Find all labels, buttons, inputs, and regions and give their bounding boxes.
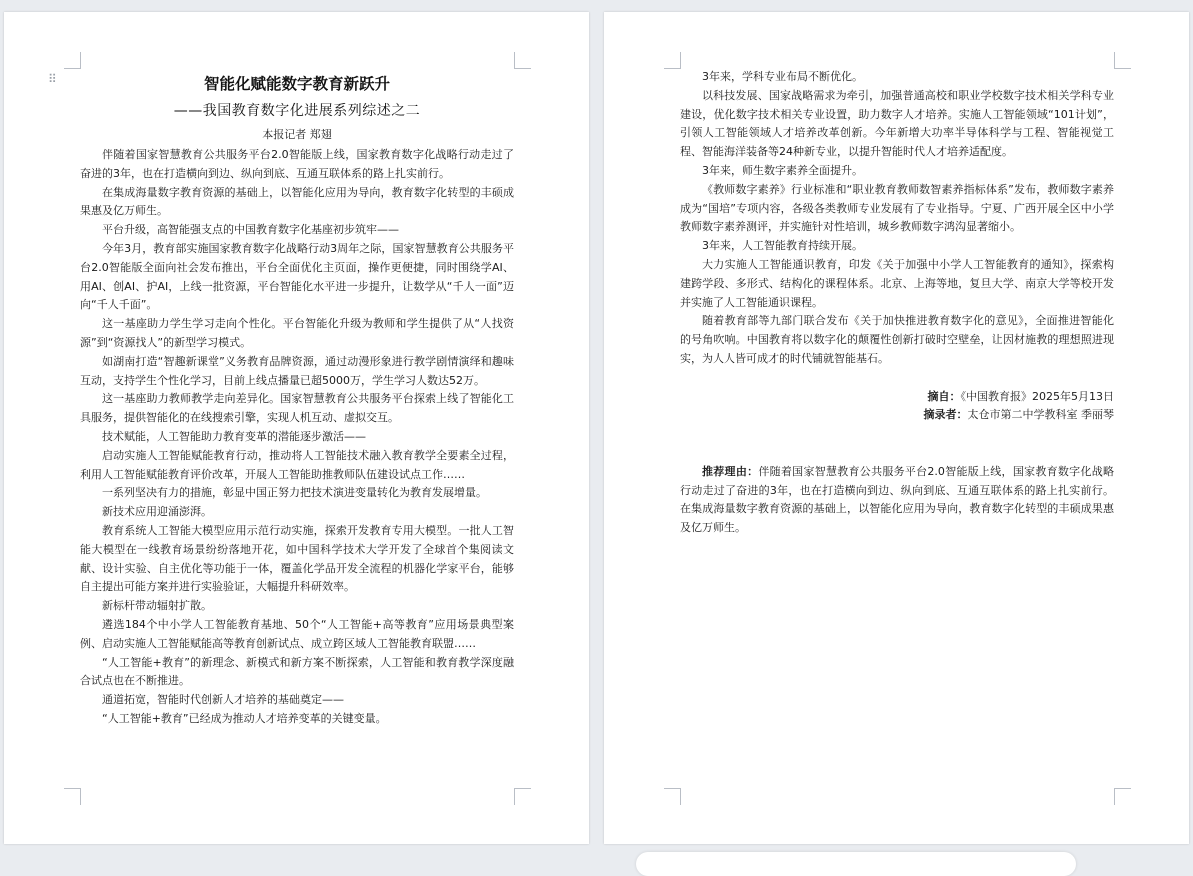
paragraph[interactable]: 大力实施人工智能通识教育，印发《关于加强中小学人工智能教育的通知》，探索构建跨学段、多形式、结构化的课程体系。北京、上海等地，复旦大学、南京大学等校开发并实施了人工智能通识课程。 <box>680 257 1114 309</box>
margin-corner-bottom-right <box>1114 788 1131 805</box>
paragraph[interactable]: 平台升级，高智能强支点的中国教育数字化基座初步筑牢—— <box>102 223 399 237</box>
excerptor[interactable] <box>680 406 1114 425</box>
bottom-status-pill[interactable] <box>636 852 1076 876</box>
paragraph[interactable]: 技术赋能，人工智能助力教育变革的潜能逐步激活—— <box>102 429 366 443</box>
paragraph[interactable]: 今年3月，教育部实施国家教育数字化战略行动3周年之际，国家智慧教育公共服务平台2.0智能版全面向社会发布推出，平台全面优化主页面，操作更便捷，同时围绕学AI、用AI、创AI、护AI，上线一批资源，平台智能化水平进一步提升，让数学从“千人一面”迈向“千人千面”。 <box>80 241 514 312</box>
paragraph[interactable]: 遴选184个中小学人工智能教育基地、50个“人工智能+高等教育”应用场景典型案例、启动实施人工智能赋能高等教育创新试点、成立跨区域人工智能教育联盟…… <box>80 617 514 650</box>
paragraph[interactable]: 随着教育部等九部门联合发布《关于加快推进教育数字化的意见》，全面推进智能化的号角吹响。中国教育将以数字化的颠覆性创新打破时空壁垒，让因材施教的理想照进现实，为人人皆可成才的时代铺就智能基石。 <box>680 314 1114 365</box>
margin-corner-top-right <box>1114 52 1131 69</box>
excerpt-label: 摘自： <box>927 389 961 403</box>
paragraph[interactable]: “人工智能+教育”已经成为推动人才培养变革的关键变量。 <box>102 711 387 725</box>
excerpt-value: 《中国教育报》2025年5月13日 <box>960 389 1114 403</box>
paragraph[interactable]: 如湖南打造“智趣新课堂”义务教育品牌资源，通过动漫形象进行教学剧情演绎和趣味互动，支持学生个性化学习，目前上线点播量已超5000万，学生学习人数达52万。 <box>80 354 514 387</box>
paragraph[interactable]: 新标杆带动辐射扩散。 <box>102 599 212 613</box>
paragraph[interactable]: 3年来，师生数字素养全面提升。 <box>702 163 863 177</box>
paragraph[interactable]: 教育系统人工智能大模型应用示范行动实施，探索开发教育专用大模型。一批人工智能大模型在一线教育场景纷纷落地开花，如中国科学技术大学开发了全球首个集阅读文献、设计实验、自主优化等功能于一体，覆盖化学品开发全流程的机器化学家平台，能够自主提出可能方案并进行实验验证，大幅提升科研效率。 <box>80 523 514 594</box>
paragraph[interactable]: 《教师数字素养》行业标准和“职业教育教师数智素养指标体系”发布，教师数字素养成为“国培”专项内容，各级各类教师专业发展有了专业指导。宁夏、广西开展全区中小学教师数字素养测评，并实施针对性培训，城乡教师数字鸿沟显著缩小。 <box>680 182 1114 234</box>
paragraph[interactable]: 3年来，人工智能教育持续开展。 <box>702 239 863 253</box>
margin-corner-bottom-left <box>64 788 81 805</box>
document-page-2 <box>604 12 1189 844</box>
paragraph[interactable]: 新技术应用迎涌澎湃。 <box>102 505 212 519</box>
byline[interactable]: 本报记者 郑翅 <box>262 128 332 141</box>
excerpt-source[interactable] <box>680 388 1114 407</box>
document-title[interactable]: 智能化赋能数字教育新跃升 <box>203 75 390 93</box>
paragraph[interactable]: 3年来，学科专业布局不断优化。 <box>702 70 863 83</box>
paragraph[interactable]: 启动实施人工智能赋能教育行动，推动将人工智能技术融入教育教学全要素全过程，利用人工智能赋能教育评价改革，开展人工智能助推教师队伍建设试点工作…… <box>80 448 514 481</box>
paragraph[interactable]: 这一基座助力教师教学走向差异化。国家智慧教育公共服务平台探索上线了智能化工具服务，提供智能化的在线搜索引擎，实现人机互动、虚拟交互。 <box>80 392 514 425</box>
document-page-1 <box>4 12 589 844</box>
page2-text[interactable] <box>680 68 1114 538</box>
margin-corner-bottom-right <box>514 788 531 805</box>
page1-body[interactable] <box>80 146 514 729</box>
margin-corner-top-left <box>664 52 681 69</box>
paragraph[interactable]: 在集成海量数字教育资源的基础上，以智能化应用为导向，教育数字化转型的丰硕成果惠及亿万师生。 <box>80 185 514 218</box>
margin-corner-top-left <box>64 52 81 69</box>
recommend-label: 推荐理由： <box>702 464 759 478</box>
paragraph[interactable]: 通道拓宽，智能时代创新人才培养的基础奠定—— <box>102 693 344 707</box>
recommend-value: 伴随着国家智慧教育公共服务平台2.0智能版上线，国家教育数字化战略行动走过了奋进的3年，也在打造横向到边、纵向到底、互通互联体系的路上扎实前行。在集成海量数字教育资源的基础上，以智能化应用为导向，教育数字化转型的丰硕成果惠及亿万师生。 <box>680 464 1114 535</box>
margin-corner-bottom-left <box>664 788 681 805</box>
paragraph[interactable]: 一系列坚决有力的措施，彰显中国正努力把技术演进变量转化为教育发展增量。 <box>102 486 487 500</box>
paragraph[interactable]: 伴随着国家智慧教育公共服务平台2.0智能版上线，国家教育数字化战略行动走过了奋进的3年，也在打造横向到边、纵向到底、互通互联体系的路上扎实前行。 <box>80 148 514 180</box>
excerptor-value: 太仓市第二中学教科室 季丽琴 <box>967 408 1114 422</box>
recommend-reason[interactable] <box>680 463 1114 538</box>
excerptor-label: 摘录者： <box>923 408 968 422</box>
margin-corner-top-right <box>514 52 531 69</box>
paragraph[interactable]: 以科技发展、国家战略需求为牵引，加强普通高校和职业学校数字技术相关学科专业建设，优化数字技术相关专业设置，助力数字人才培养。实施人工智能领域“101计划”，引领人工智能领域人才培养改革创新。今年新增大功率半导体科学与工程、智能视觉工程、智能海洋装备等24种新专业，以提升智能时代人才培养适配度。 <box>680 88 1114 159</box>
page1-text[interactable] <box>80 72 514 729</box>
document-subtitle[interactable]: ——我国教育数字化进展系列综述之二 <box>173 103 421 119</box>
page2-body[interactable] <box>680 68 1114 369</box>
drag-handle-icon[interactable]: ⠿ <box>48 72 58 86</box>
paragraph[interactable]: 这一基座助力学生学习走向个性化。平台智能化升级为教师和学生提供了从“人找资源”到“资源找人”的新型学习模式。 <box>80 317 514 349</box>
paragraph[interactable]: “人工智能+教育”的新理念、新模式和新方案不断探索，人工智能和教育教学深度融合试点也在不断推进。 <box>80 655 514 688</box>
